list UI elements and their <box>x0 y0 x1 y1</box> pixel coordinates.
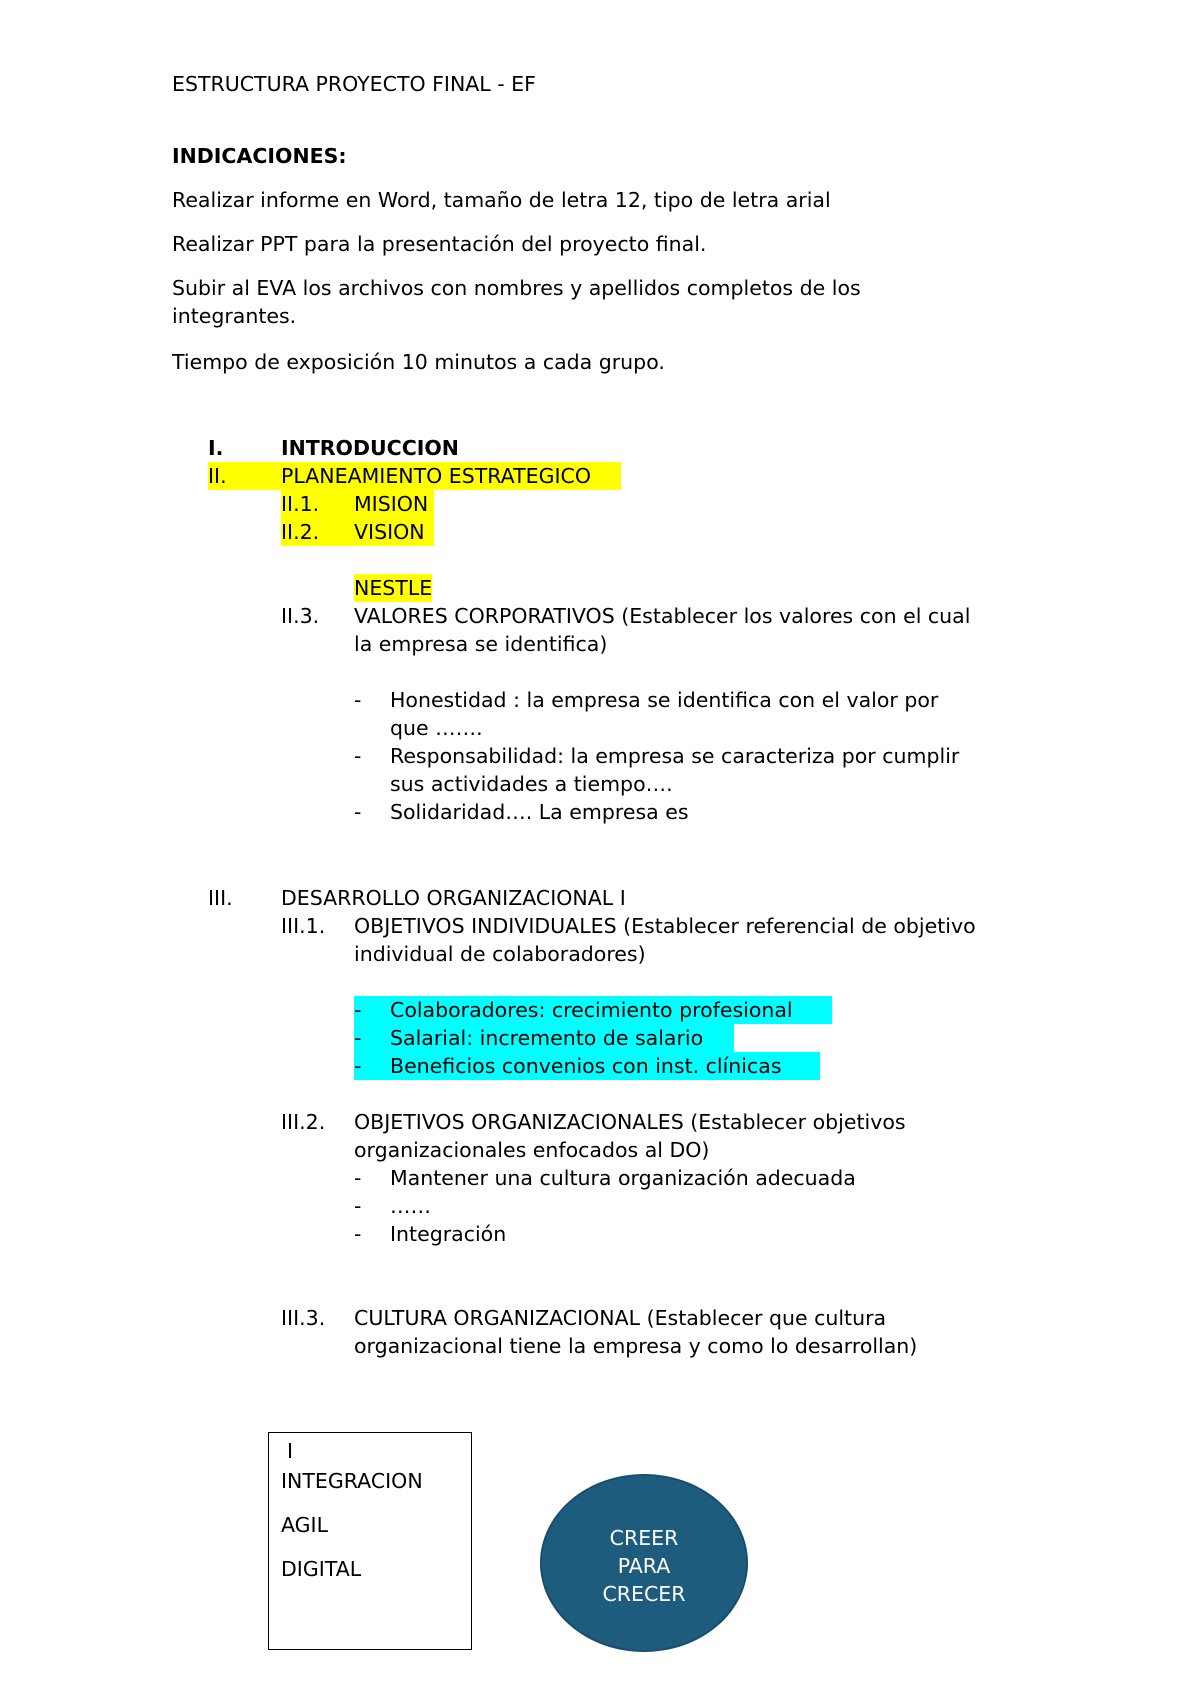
objetivo-individual-3-text: Beneficios convenios con inst. clínicas <box>390 1054 782 1078</box>
textbox-line-3: AGIL <box>281 1513 329 1537</box>
objetivo-org-3-dash: - <box>354 1222 362 1246</box>
section-2-2-row <box>281 518 434 546</box>
section-3-3-title: CULTURA ORGANIZACIONAL (Establecer que cultura <box>354 1306 887 1330</box>
section-3-title: DESARROLLO ORGANIZACIONAL I <box>281 886 626 910</box>
indicacion-2: Realizar PPT para la presentación del proyecto final. <box>172 232 707 256</box>
section-3-3-number: III.3. <box>281 1306 326 1330</box>
valor-2-dash: - <box>354 744 362 768</box>
objetivo-individual-1-text: Colaboradores: crecimiento profesional <box>390 998 793 1022</box>
section-3-2-title-cont: organizacionales enfocados al DO) <box>354 1138 710 1162</box>
section-2-1-number: II.1. <box>281 492 320 516</box>
section-3-1-title-cont: individual de colaboradores) <box>354 942 646 966</box>
section-3-1-title: OBJETIVOS INDIVIDUALES (Establecer referencial de objetivo <box>354 914 976 938</box>
valor-3-text: Solidaridad…. La empresa es <box>390 800 689 824</box>
section-2-3-number: II.3. <box>281 604 320 628</box>
section-2-1-title: MISION <box>354 492 429 516</box>
valor-1-text: Honestidad : la empresa se identifica con el valor por <box>390 688 939 712</box>
valor-1-text-cont: que ……. <box>390 716 483 740</box>
section-3-2-title: OBJETIVOS ORGANIZACIONALES (Establecer objetivos <box>354 1110 906 1134</box>
indicacion-3-cont: integrantes. <box>172 304 297 328</box>
objetivo-org-2-text: …… <box>390 1194 431 1218</box>
objetivo-individual-3-dash: - <box>354 1054 362 1078</box>
objetivo-individual-3 <box>354 1052 820 1080</box>
valor-2-text: Responsabilidad: la empresa se caracteriza por cumplir <box>390 744 960 768</box>
textbox-line-2: INTEGRACION <box>281 1469 423 1493</box>
section-2-3-title-cont: la empresa se identifica) <box>354 632 608 656</box>
objetivo-org-2-dash: - <box>354 1194 362 1218</box>
section-2-2-title: VISION <box>354 520 425 544</box>
section-1-number: I. <box>208 436 224 460</box>
slogan-line-1: CREER <box>609 1526 679 1550</box>
objetivo-individual-2 <box>354 1024 734 1052</box>
objetivo-individual-2-text: Salarial: incremento de salario <box>390 1026 704 1050</box>
nestle-label: NESTLE <box>354 576 433 600</box>
objetivo-individual-2-dash: - <box>354 1026 362 1050</box>
slogan-line-2: PARA <box>617 1554 671 1578</box>
section-1-title: INTRODUCCION <box>281 436 459 460</box>
indicacion-3: Subir al EVA los archivos con nombres y apellidos completos de los <box>172 276 861 300</box>
section-2-row <box>208 462 621 490</box>
slogan-ellipse <box>540 1474 748 1652</box>
indicacion-4: Tiempo de exposición 10 minutos a cada grupo. <box>172 350 665 374</box>
objetivo-individual-1-dash: - <box>354 998 362 1022</box>
section-2-3-title: VALORES CORPORATIVOS (Establecer los valores con el cual <box>354 604 971 628</box>
slogan-line-3: CRECER <box>602 1582 686 1606</box>
objetivo-org-3-text: Integración <box>390 1222 507 1246</box>
section-3-3-title-cont: organizacional tiene la empresa y como lo desarrollan) <box>354 1334 918 1358</box>
textbox-line-4: DIGITAL <box>281 1557 362 1581</box>
section-2-2-number: II.2. <box>281 520 320 544</box>
objetivo-org-1-text: Mantener una cultura organización adecuada <box>390 1166 856 1190</box>
indicaciones-heading: INDICACIONES: <box>172 144 347 168</box>
textbox-line-1: I <box>287 1439 294 1463</box>
document-title: ESTRUCTURA PROYECTO FINAL - EF <box>172 72 536 96</box>
valor-1-dash: - <box>354 688 362 712</box>
section-2-title: PLANEAMIENTO ESTRATEGICO <box>281 464 591 488</box>
section-3-2-number: III.2. <box>281 1110 326 1134</box>
section-3-1-number: III.1. <box>281 914 326 938</box>
values-textbox <box>268 1432 472 1650</box>
valor-2-text-cont: sus actividades a tiempo…. <box>390 772 673 796</box>
objetivo-org-1-dash: - <box>354 1166 362 1190</box>
section-2-1-row <box>281 490 434 518</box>
section-3-number: III. <box>208 886 233 910</box>
valor-3-dash: - <box>354 800 362 824</box>
objetivo-individual-1 <box>354 996 832 1024</box>
section-2-number: II. <box>208 464 227 488</box>
indicacion-1: Realizar informe en Word, tamaño de letra 12, tipo de letra arial <box>172 188 831 212</box>
